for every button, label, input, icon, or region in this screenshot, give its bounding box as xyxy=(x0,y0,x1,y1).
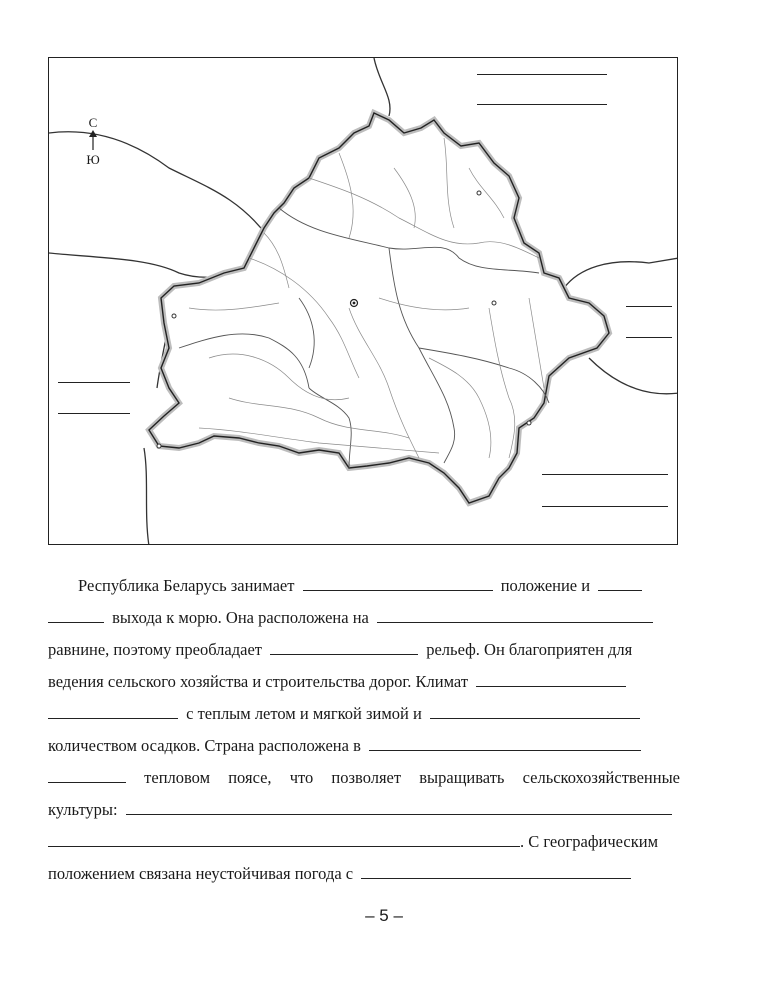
text-line-3: равнине, поэтому преобладает рельеф. Он благоприятен для xyxy=(48,640,633,659)
text-line-8: культуры: xyxy=(48,798,680,824)
blank-field[interactable] xyxy=(369,734,641,751)
text-line-10: положением связана неустойчивая погода с xyxy=(48,862,680,888)
blank-field[interactable] xyxy=(48,766,126,783)
compass xyxy=(79,116,107,167)
border-line xyxy=(589,358,678,394)
blank-field[interactable] xyxy=(48,702,178,719)
border-line xyxy=(144,448,149,545)
map-answer-line[interactable] xyxy=(477,104,607,105)
border-line xyxy=(374,58,390,116)
blank-field[interactable] xyxy=(303,574,493,591)
text-line-5: с теплым летом и мягкой зимой и xyxy=(48,702,680,728)
page-number: – 5 – xyxy=(365,906,403,925)
text-line-2: выхода к морю. Она расположена на xyxy=(48,606,680,632)
blank-field[interactable] xyxy=(48,830,520,847)
map-answer-line[interactable] xyxy=(477,74,607,75)
country-halo xyxy=(149,113,609,503)
map-answer-line[interactable] xyxy=(58,413,130,414)
blank-field[interactable] xyxy=(377,606,653,623)
compass-north-label: С xyxy=(88,115,98,130)
map-answer-line[interactable] xyxy=(626,306,672,307)
blank-field[interactable] xyxy=(476,670,626,687)
map-answer-line[interactable] xyxy=(58,382,130,383)
map-frame xyxy=(48,57,678,545)
border-line xyxy=(564,258,678,288)
blank-field[interactable] xyxy=(430,702,640,719)
text-line-7: тепловом поясе, что позволяет выращивать сельскохозяйственные xyxy=(48,766,680,792)
blank-field[interactable] xyxy=(270,638,418,655)
text-line-1: Республика Беларусь занимает положение и xyxy=(48,574,680,600)
text-line-9: . С географическим xyxy=(48,830,680,856)
blank-field[interactable] xyxy=(126,798,672,815)
text-line-4: ведения сельского хозяйства и строительства дорог. Климат xyxy=(48,670,680,696)
map-answer-line[interactable] xyxy=(626,337,672,338)
compass-south-label: Ю xyxy=(86,152,100,167)
map-answer-line[interactable] xyxy=(542,506,668,507)
map-answer-line[interactable] xyxy=(542,474,668,475)
belarus-contour-map xyxy=(49,58,678,545)
blank-field[interactable] xyxy=(361,862,631,879)
blank-field[interactable] xyxy=(48,606,104,623)
blank-field[interactable] xyxy=(598,574,642,591)
text-line-6: количеством осадков. Страна расположена в xyxy=(48,734,680,760)
north-arrow-icon xyxy=(88,130,98,150)
